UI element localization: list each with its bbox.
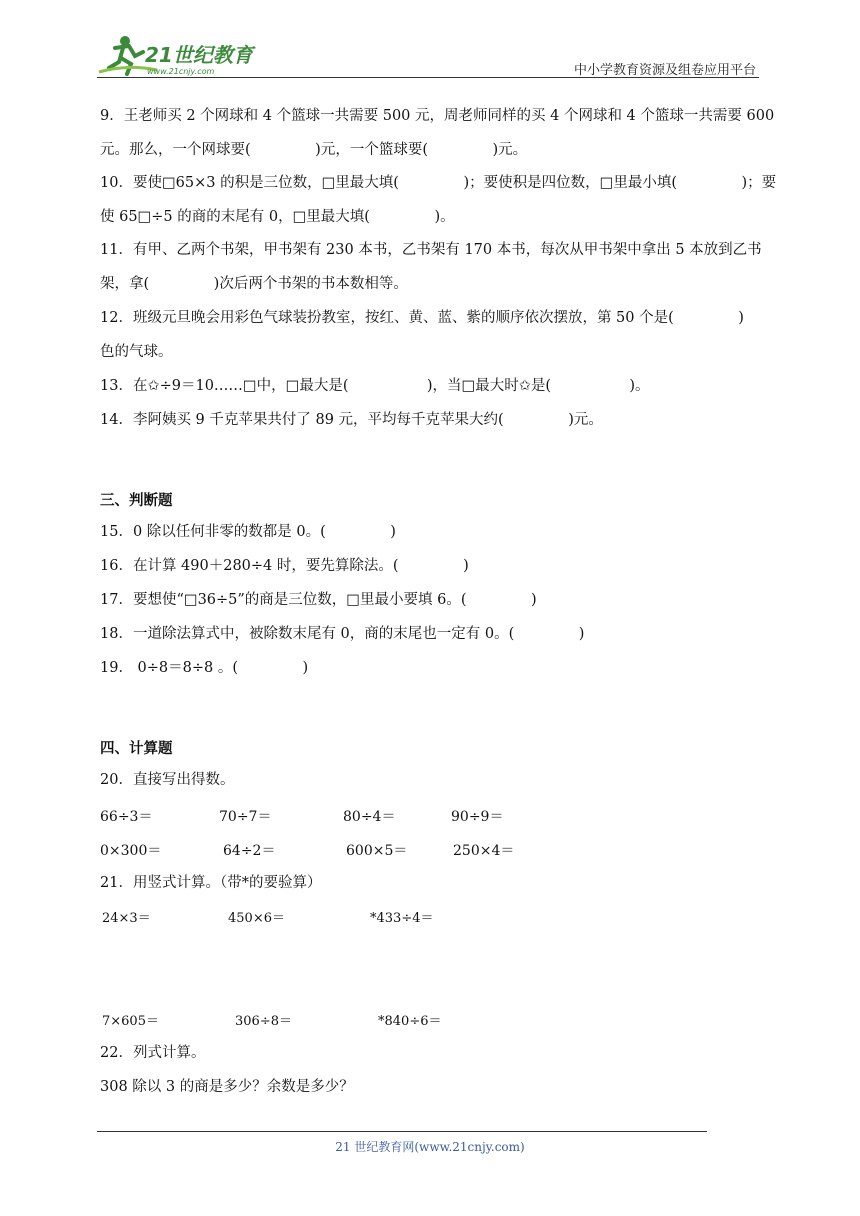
calc-item: 90÷9＝ (451, 809, 504, 825)
question-11-line1: 11．有甲、乙两个书架，甲书架有 230 本书，乙书架有 170 本书，每次从甲书架中拿出 5 本放到乙书 (100, 242, 762, 258)
question-19: 19． 0÷8＝8÷8 。( ) (100, 660, 309, 676)
question-17: 17．要想使“□36÷5”的商是三位数，□里最小要填 6。( ) (100, 592, 537, 608)
vertical-calc-item: 24×3＝ (102, 911, 151, 926)
question-20: 20．直接写出得数。 (100, 772, 235, 788)
calc-item: 64÷2＝ (223, 843, 276, 859)
question-15: 15．0 除以任何非零的数都是 0。( ) (100, 524, 396, 540)
vertical-calc-item: 306÷8＝ (235, 1014, 292, 1029)
vertical-calc-item: *433÷4＝ (370, 911, 434, 926)
question-9-line1: 9．王老师买 2 个网球和 4 个篮球一共需要 500 元，周老师同样的买 4 个网球和 4 个篮球一共需要 600 (100, 108, 775, 124)
svg-text:www.21cnjy.com: www.21cnjy.com (147, 67, 215, 76)
question-12-line2: 色的气球。 (100, 344, 173, 360)
platform-name: 中小学教育资源及组卷应用平台 (573, 63, 756, 78)
question-22: 22．列式计算。 (100, 1045, 206, 1061)
question-13: 13．在✩÷9＝10……□中，□最大是( )，当□最大时✩是( )。 (100, 378, 650, 394)
question-12-line1: 12．班级元旦晚会用彩色气球装扮教室，按红、黄、蓝、紫的顺序依次摆放，第 50 个是( ) (100, 310, 744, 326)
calc-item: 80÷4＝ (343, 809, 396, 825)
calc-item: 70÷7＝ (219, 809, 272, 825)
vertical-calc-item: 450×6＝ (228, 911, 285, 926)
question-10-line1: 10．要使□65×3 的积是三位数，□里最大填( )；要使积是四位数，□里最小填( )；要 (100, 175, 777, 191)
question-21: 21．用竖式计算。（带*的要验算） (100, 875, 322, 891)
calc-item: 66÷3＝ (100, 809, 153, 825)
header-divider (97, 77, 759, 78)
footer-link[interactable]: 21 世纪教育网(www.21cnjy.com) (335, 1140, 525, 1154)
footer-divider (97, 1131, 707, 1132)
section-4-title: 四、计算题 (100, 741, 173, 757)
question-11-line2: 架，拿( )次后两个书架的书本数相等。 (100, 276, 408, 292)
vertical-calc-item: *840÷6＝ (378, 1014, 442, 1029)
calc-item: 600×5＝ (346, 843, 408, 859)
question-22-text: 308 除以 3 的商是多少？余数是多少？ (100, 1079, 354, 1095)
svg-text:21世纪教育: 21世纪教育 (145, 43, 253, 67)
vertical-calc-item: 7×605＝ (102, 1014, 159, 1029)
logo (97, 32, 257, 78)
calc-item: 250×4＝ (453, 843, 515, 859)
question-14: 14．李阿姨买 9 千克苹果共付了 89 元，平均每千克苹果大约( )元。 (100, 412, 603, 428)
question-18: 18．一道除法算式中，被除数末尾有 0，商的末尾也一定有 0。( ) (100, 626, 585, 642)
section-3-title: 三、判断题 (100, 493, 173, 509)
question-9-line2: 元。那么，一个网球要( )元，一个篮球要( )元。 (100, 142, 528, 158)
calc-item: 0×300＝ (100, 843, 162, 859)
runner-logo-icon (97, 32, 257, 78)
question-10-line2: 使 65□÷5 的商的末尾有 0，□里最大填( )。 (100, 209, 455, 225)
question-16: 16．在计算 490＋280÷4 时，要先算除法。( ) (100, 558, 469, 574)
